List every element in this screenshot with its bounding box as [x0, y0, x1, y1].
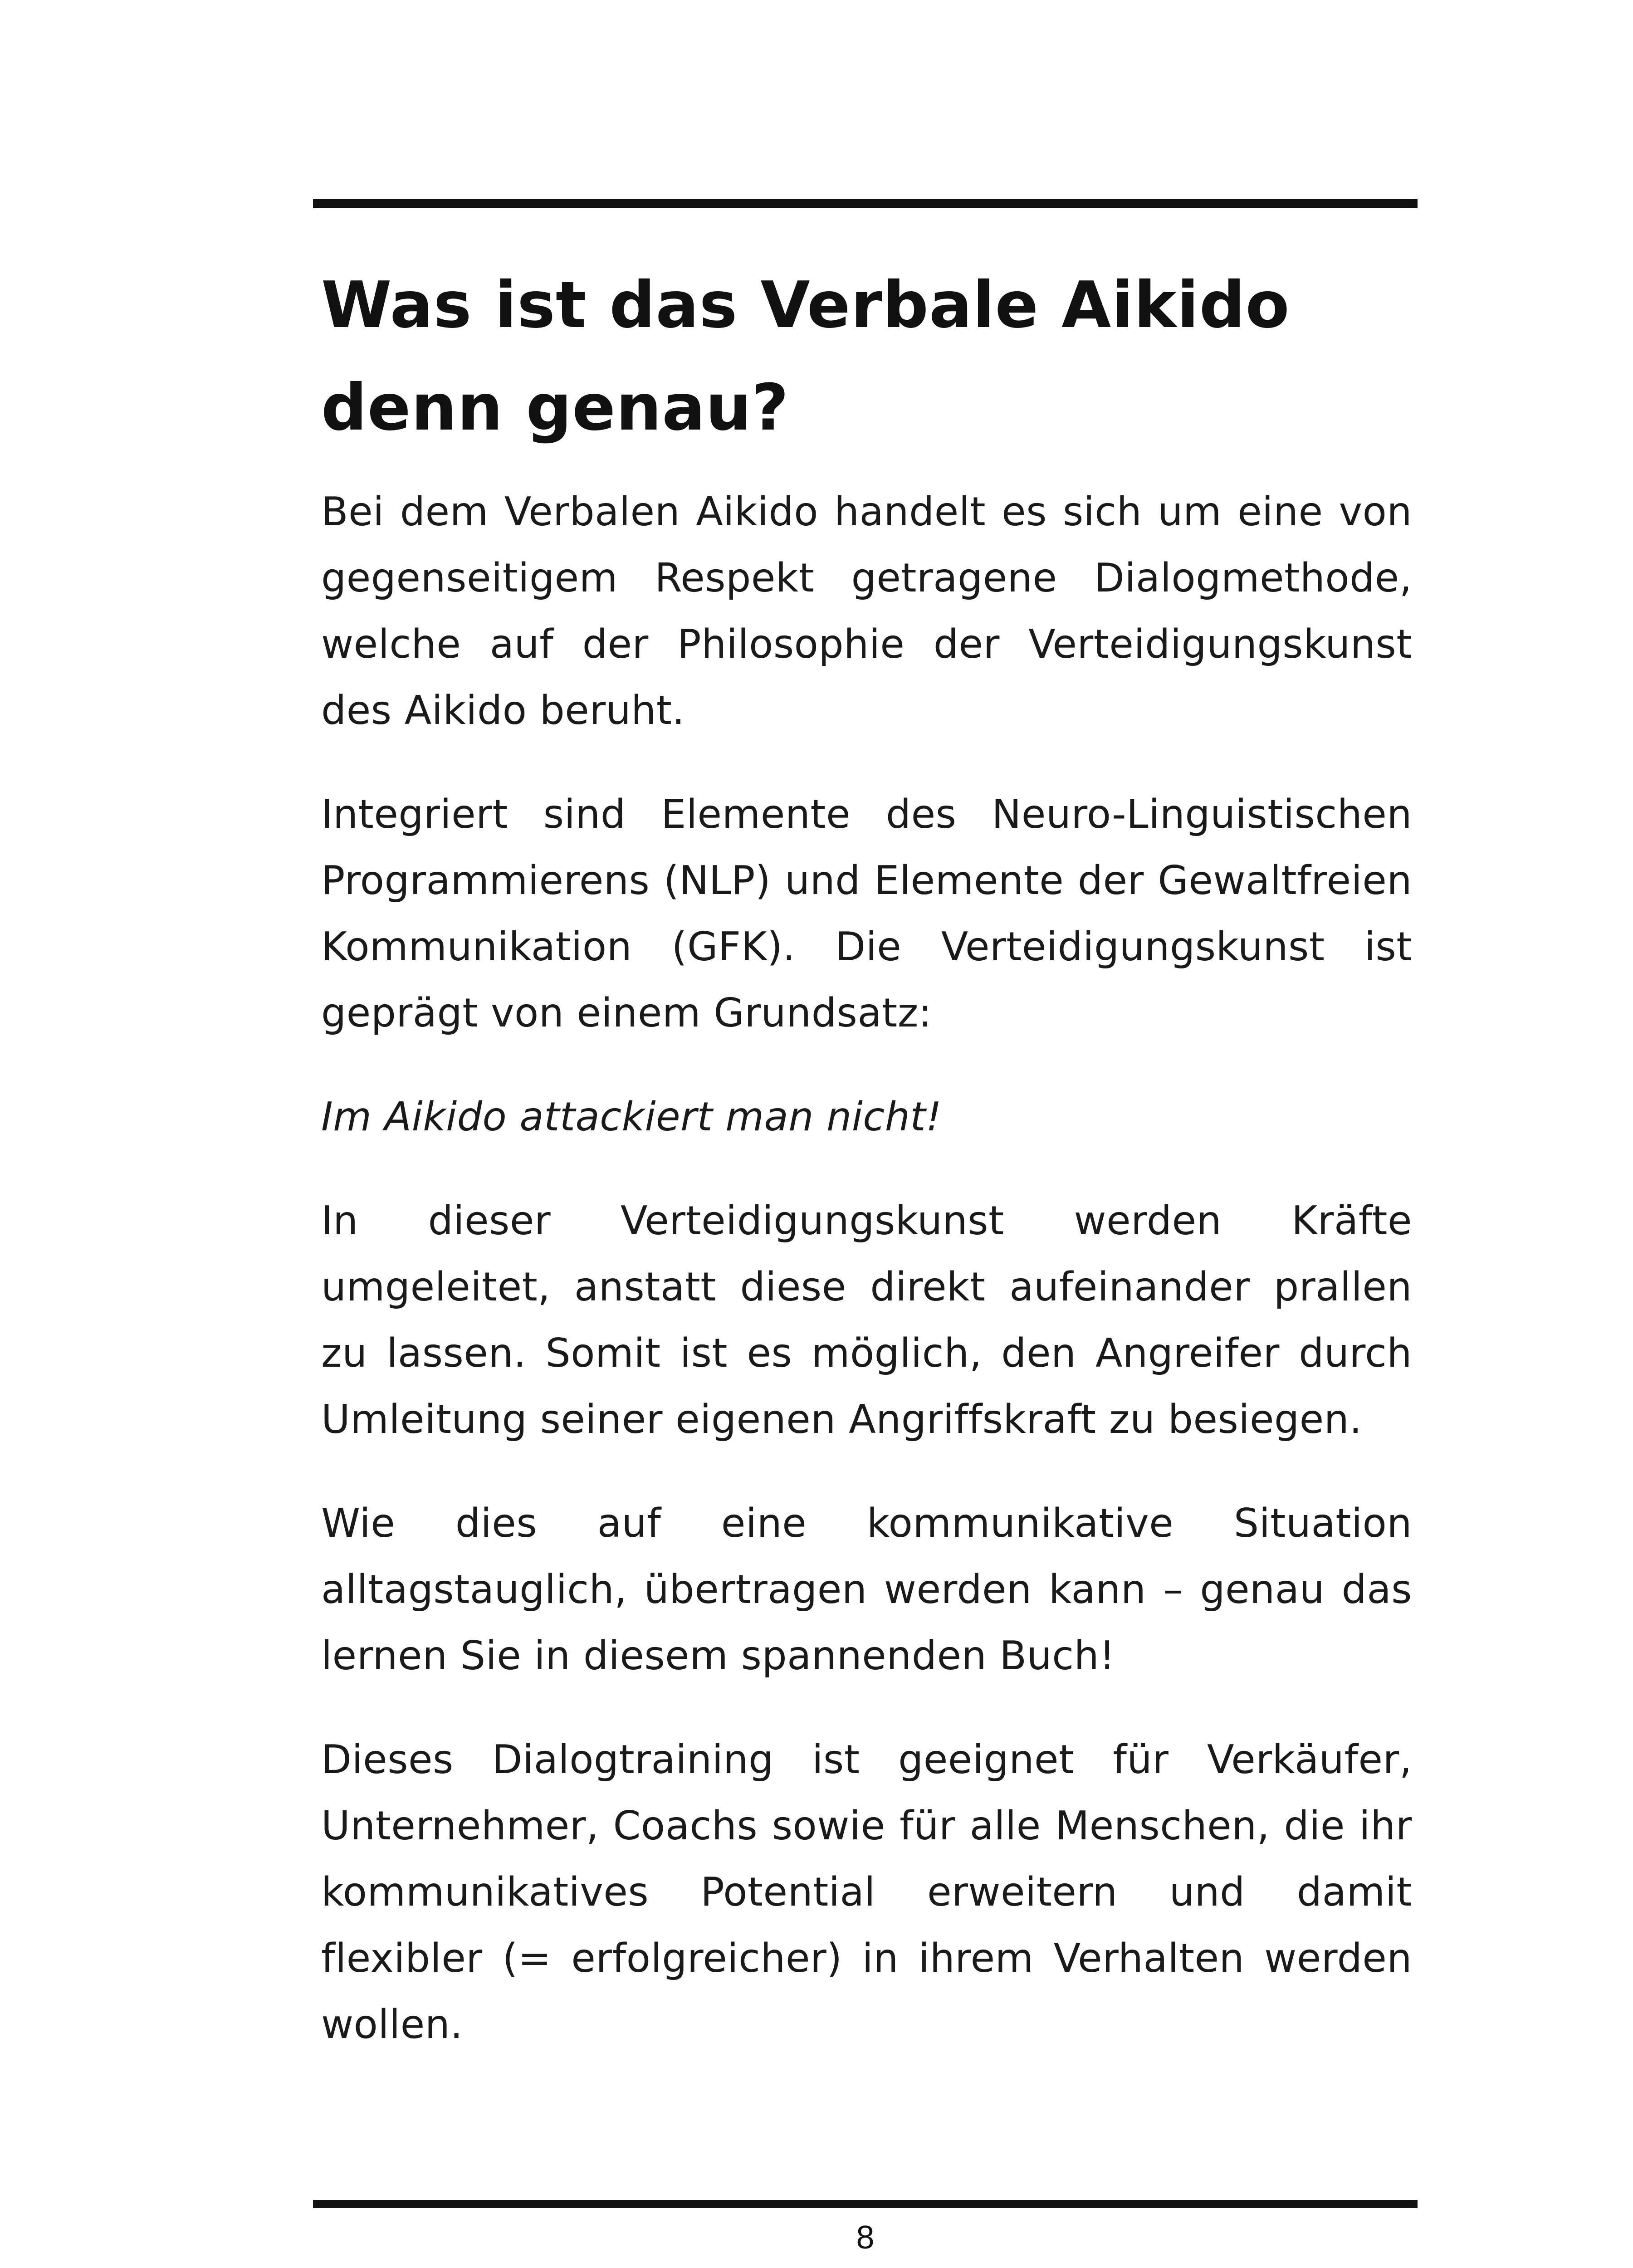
paragraph-elements: Integriert sind Elemente des Neuro-Linguistischen Programmierens (NLP) und Elemente der Gewaltfreien Kommunikation (GFK). Die Verteidigungskunst ist geprägt von einem Grundsatz: [321, 791, 1412, 1036]
paragraph-intro: Bei dem Verbalen Aikido handelt es sich um eine von gegenseitigem Respekt getragene Dialogmethode, welche auf der Philosophie der Verteidigungskunst des Aikido beruht. [321, 489, 1412, 733]
bottom-rule [313, 2200, 1418, 2208]
page-content [321, 254, 1412, 2058]
paragraph-application: Wie dies auf eine kommunikative Situation alltagstauglich, übertragen werden kann – genau das lernen Sie in diesem spannenden Buch! [321, 1500, 1412, 1679]
top-rule [313, 199, 1418, 208]
page-number: 8 [856, 2219, 875, 2256]
paragraph-audience: Dieses Dialogtraining ist geeignet für Verkäufer, Unternehmer, Coachs sowie für alle Menschen, die ihr kommunikatives Potential erweitern und damit flexibler (= erfolgreicher) in ihrem Verhalten werden wollen. [321, 1736, 1412, 2048]
paragraph-principle: Im Aikido attackiert man nicht! [321, 1094, 942, 1140]
paragraph-redirection: In dieser Verteidigungskunst werden Kräfte umgeleitet, anstatt diese direkt aufeinander prallen zu lassen. Somit ist es möglich, den Angreifer durch Umleitung seiner eigenen Angriffskraft zu besiegen. [321, 1198, 1412, 1442]
chapter-title: Was ist das Verbale Aikido denn genau? [321, 268, 1290, 445]
